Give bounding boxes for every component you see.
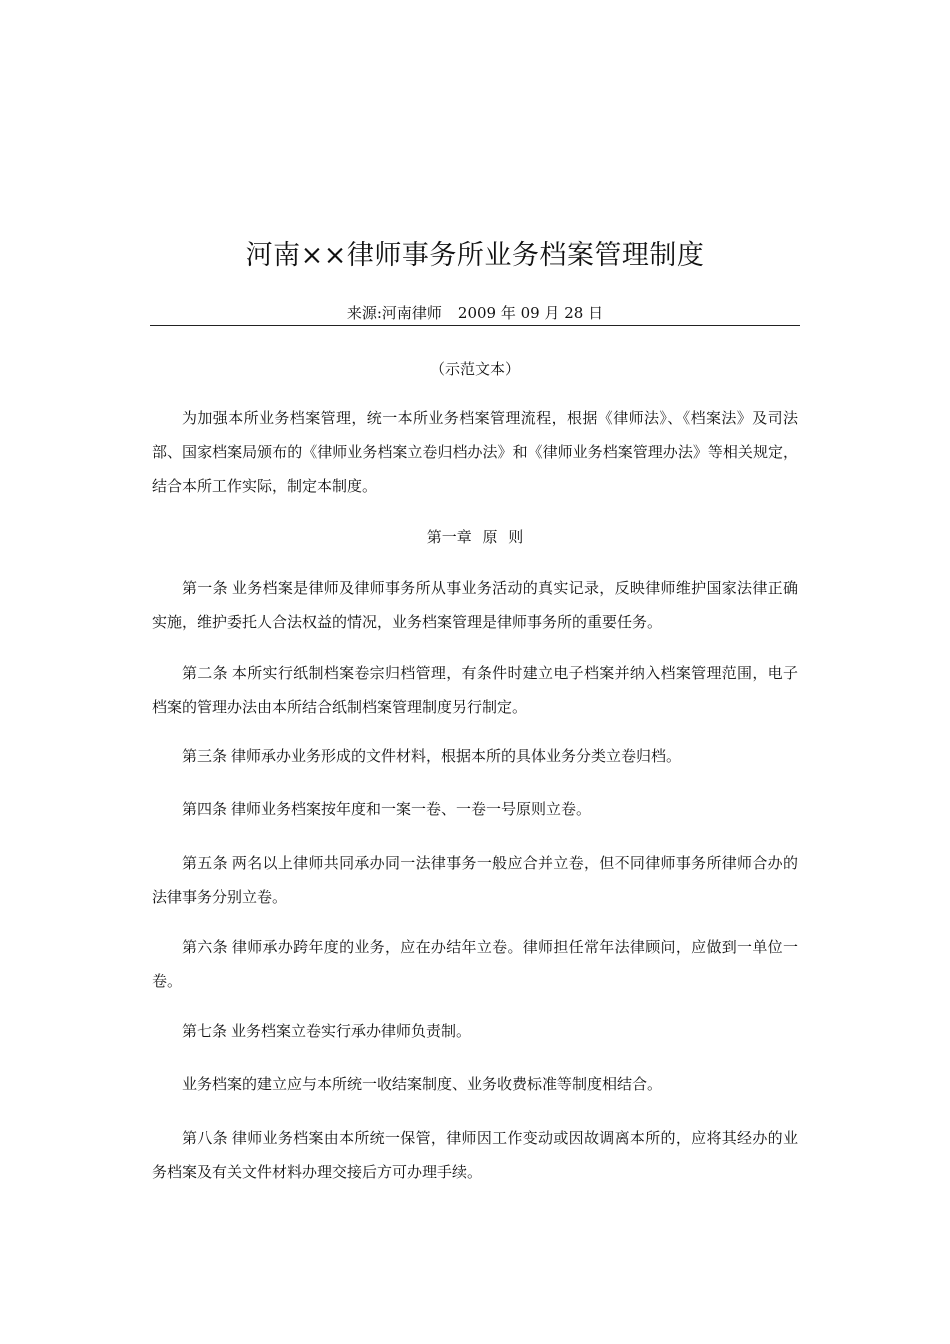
article-label: 第一条 — [182, 579, 228, 597]
article-label: 第三条 — [182, 747, 228, 765]
article-label: 第七条 — [182, 1022, 228, 1040]
article-label: 第四条 — [182, 800, 228, 818]
article-label: 第八条 — [182, 1129, 228, 1147]
article-label: 第六条 — [182, 938, 228, 956]
article-text: 业务档案是律师及律师事务所从事业务活动的真实记录，反映律师维护国家法律正确实施，维护委托人合法权益的情况，业务档案管理是律师事务所的重要任务。 — [152, 579, 798, 631]
document-subtitle: （示范文本） — [429, 360, 520, 378]
article-1 — [152, 571, 798, 639]
article-text: 本所实行纸制档案卷宗归档管理，有条件时建立电子档案并纳入档案管理范围，电子档案的管理办法由本所结合纸制档案管理制度另行制定。 — [152, 664, 798, 716]
article-3 — [152, 739, 798, 773]
article-7-supplement — [152, 1067, 798, 1101]
header-divider — [150, 325, 800, 326]
article-text: 律师承办业务形成的文件材料，根据本所的具体业务分类立卷归档。 — [231, 747, 682, 765]
chapter-heading: 第一章 原 则 — [426, 528, 524, 546]
article-text: 律师承办跨年度的业务，应在办结年立卷。律师担任常年法律顾问，应做到一单位一卷。 — [152, 938, 798, 990]
article-4 — [152, 792, 798, 826]
article-5 — [152, 846, 798, 914]
article-6 — [152, 930, 798, 998]
article-label: 第二条 — [182, 664, 228, 682]
publish-date: 2009 年 09 月 28 日 — [457, 304, 604, 322]
article-text: 两名以上律师共同承办同一法律事务一般应合并立卷，但不同律师事务所律师合办的法律事务分别立卷。 — [152, 854, 798, 906]
source-label: 来源:河南律师 — [346, 304, 442, 322]
article-text: 律师业务档案按年度和一案一卷、一卷一号原则立卷。 — [231, 800, 592, 818]
article-text: 律师业务档案由本所统一保管，律师因工作变动或因故调离本所的，应将其经办的业务档案及有关文件材料办理交接后方可办理手续。 — [152, 1129, 798, 1181]
document-title: 河南××律师事务所业务档案管理制度 — [245, 240, 705, 271]
intro-paragraph: 为加强本所业务档案管理，统一本所业务档案管理流程，根据《律师法》、《档案法》及司法部、国家档案局颁布的《律师业务档案立卷归档办法》和《律师业务档案管理办法》等相关规定，结合本所工作实际，制定本制度。 — [152, 409, 798, 495]
article-8 — [152, 1121, 798, 1189]
article-text: 业务档案的建立应与本所统一收结案制度、业务收费标准等制度相结合。 — [182, 1075, 663, 1093]
article-label: 第五条 — [182, 854, 228, 872]
article-text: 业务档案立卷实行承办律师负责制。 — [231, 1022, 472, 1040]
article-2 — [152, 656, 798, 724]
document-meta — [150, 302, 800, 324]
article-7 — [152, 1014, 798, 1048]
